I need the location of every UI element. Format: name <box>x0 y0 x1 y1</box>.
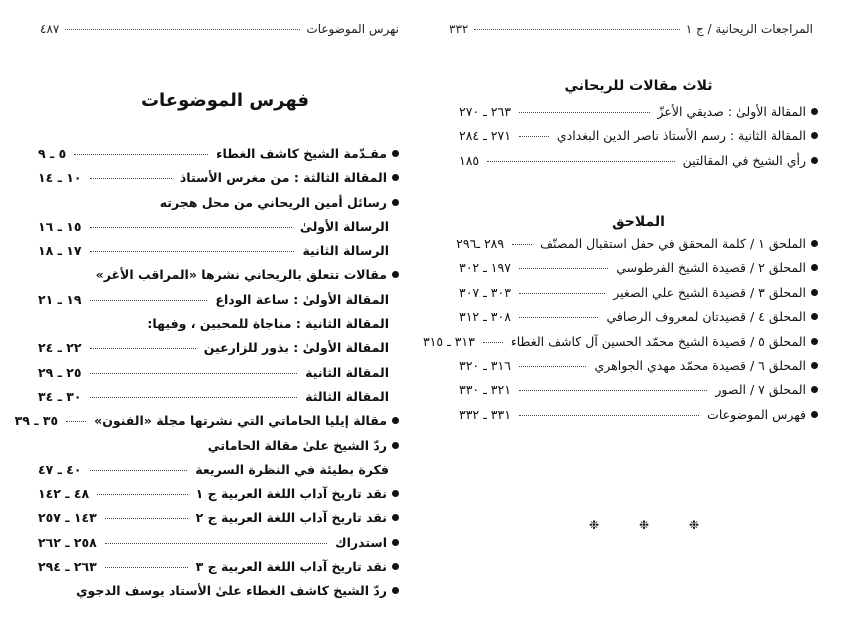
entry-label: المحلق ٧ / الصور <box>715 382 806 398</box>
page-title: فهرس الموضوعات <box>140 90 310 111</box>
toc-entry[interactable] <box>38 510 399 534</box>
entry-page-range: ٣٠٣ ـ ٣٠٧ <box>459 284 511 300</box>
asterism-icon: ❉ <box>638 518 650 532</box>
bullet-icon <box>392 490 399 497</box>
entry-label: رأي الشيخ في المقالتين <box>682 152 806 168</box>
toc-entry[interactable] <box>38 219 399 243</box>
entry-page-range: ١٩ ـ ٢١ <box>38 291 82 307</box>
bullet-icon <box>392 514 399 521</box>
section-entries <box>422 236 818 431</box>
toc-entry[interactable] <box>38 146 399 170</box>
leader-dots <box>483 342 503 343</box>
entry-page-range: ٢٥٨ ـ ٢٦٢ <box>38 534 97 550</box>
bullet-icon <box>811 240 818 247</box>
entry-label: المحلق ٥ / قصيدة الشيخ محمّد الحسين آل كاشف الغطاء <box>510 333 806 349</box>
bullet-icon <box>392 442 399 449</box>
toc-entry[interactable] <box>459 153 818 177</box>
leader-dots <box>105 567 188 568</box>
entry-page-range: ٣١٣ ـ ٣١٥ <box>422 333 475 349</box>
entry-page-range: ٤٠ ـ ٤٧ <box>38 461 82 477</box>
toc-entry[interactable] <box>38 559 399 583</box>
entry-label: المقالة الأولىٰ : ساعة الوداع <box>215 291 389 307</box>
bullet-icon <box>811 289 818 296</box>
bullet-icon <box>811 338 818 345</box>
bullet-icon <box>392 417 399 424</box>
entry-label: فهرس الموضوعات <box>707 406 806 422</box>
leader-dots <box>90 348 196 349</box>
leader-dots <box>105 543 327 544</box>
toc-entry[interactable] <box>456 236 818 260</box>
leader-dots <box>519 390 707 391</box>
leader-dots <box>90 251 295 252</box>
page-number: ٣٣٢ <box>449 22 469 36</box>
leader-dots <box>519 293 605 294</box>
entry-page-range: ٣٢١ ـ ٣٣٠ <box>459 382 511 398</box>
entry-page-range: ٤٨ ـ ١٤٢ <box>38 486 90 502</box>
leader-dots <box>519 415 699 416</box>
entry-label: المحلق ٢ / قصيدة الشيخ الفرطوسي <box>616 260 806 276</box>
toc-entry[interactable] <box>459 358 818 382</box>
leader-dots <box>66 421 86 422</box>
entry-page-range: ١٩٧ ـ ٣٠٢ <box>459 260 511 276</box>
leader-dots <box>519 268 608 269</box>
toc-entry[interactable] <box>459 382 818 406</box>
leader-dots <box>487 161 674 162</box>
entry-label: المقالة الأولىٰ : صديقي الأعزّ <box>657 104 806 119</box>
toc-entry[interactable] <box>38 292 399 316</box>
entry-page-range: ٢٥ ـ ٢٩ <box>38 364 82 380</box>
entry-label: المحلق ٦ / قصيدة محمّد مهدي الجواهري <box>594 357 806 373</box>
entry-page-range: ٢٦٣ ـ ٢٩٤ <box>38 559 97 575</box>
entry-label: المقالة الثالثة : من مغرس الأستاذ <box>179 170 387 186</box>
entry-label: نقد تاريخ آداب اللغة العربية ج ٣ <box>195 559 387 575</box>
entry-page-range: ٢٨٩ ـ٢٩٦ <box>456 236 505 251</box>
leader-dots <box>65 29 300 30</box>
toc-entry[interactable] <box>38 486 399 510</box>
leader-dots <box>519 366 587 367</box>
leader-dots <box>90 178 172 179</box>
entry-page-range: ١٤٣ ـ ٢٥٧ <box>38 510 97 526</box>
running-head <box>449 22 813 36</box>
toc-entry[interactable] <box>459 104 818 128</box>
section-title: ثلاث مقالات للريحاني <box>564 78 713 94</box>
entry-page-range: ٢٦٣ ـ ٢٧٠ <box>459 104 511 119</box>
bullet-icon <box>392 174 399 181</box>
bullet-icon <box>392 199 399 206</box>
leader-dots <box>519 112 650 113</box>
entry-label: مقالات تتعلق بالريحاني نشرها «المراقب الأغر» <box>95 267 387 283</box>
section-entries <box>459 104 818 177</box>
toc-entry[interactable] <box>38 462 399 486</box>
leader-dots <box>105 518 188 519</box>
leader-dots <box>512 244 532 245</box>
leader-dots <box>74 154 208 155</box>
asterism-icon: ❉ <box>688 518 699 532</box>
entry-page-range: ١٥ ـ ١٦ <box>38 218 82 234</box>
bullet-icon <box>392 563 399 570</box>
entry-label: المحلق ٤ / قصيدتان لمعروف الرصافي <box>606 309 806 325</box>
toc-entry[interactable] <box>422 333 818 358</box>
entry-label: ردّ الشيخ كاشف الغطاء علىٰ الأستاد يوسف الدجوي <box>76 583 387 599</box>
bullet-icon <box>811 313 818 320</box>
toc-entry[interactable] <box>38 195 399 219</box>
bullet-icon <box>392 539 399 546</box>
entry-label: فكرة بطيئة في النظرة السريعة <box>195 461 389 477</box>
bullet-icon <box>811 386 818 393</box>
table-of-contents <box>14 146 399 608</box>
bullet-icon <box>811 132 818 139</box>
entry-label: الملحق ١ / كلمة المحقق في حفل استقبال المصنّف <box>540 236 806 251</box>
toc-entry[interactable] <box>459 407 818 431</box>
bullet-icon <box>392 271 399 278</box>
entry-page-range: ٣٠٨ ـ ٣١٢ <box>459 309 511 325</box>
entry-label: المقالة الثانية : مناجاة للمحبين ، وفيها: <box>147 316 389 332</box>
toc-entry[interactable] <box>38 243 399 267</box>
end-ornament <box>589 518 699 532</box>
entry-label: الرسالة الثانية <box>302 243 389 259</box>
toc-entry[interactable] <box>38 267 399 291</box>
entry-page-range: ١٧ ـ ١٨ <box>38 243 82 259</box>
entry-page-range: ١٠ ـ ١٤ <box>38 170 82 186</box>
bullet-icon <box>392 587 399 594</box>
entry-label: نقد تاريخ آداب اللغة العربية ج ١ <box>195 486 387 502</box>
entry-page-range: ٣١٦ ـ ٣٢٠ <box>459 357 511 373</box>
asterism-icon: ❉ <box>589 518 600 532</box>
leader-dots <box>90 373 298 374</box>
entry-label: نقد تاريخ آداب اللغة العربية ج ٢ <box>195 510 387 526</box>
toc-entry[interactable] <box>38 365 399 389</box>
toc-entry[interactable] <box>459 285 818 309</box>
bullet-icon <box>811 157 818 164</box>
toc-entry[interactable] <box>459 309 818 333</box>
entry-label: المقالة الثالثة <box>305 388 389 404</box>
entry-page-range: ٣٠ ـ ٣٤ <box>38 388 82 404</box>
section-title: الملاحق <box>612 214 665 230</box>
toc-entry[interactable] <box>459 128 818 152</box>
leader-dots <box>90 227 292 228</box>
entry-label: المقالة الأولىٰ : بذور للزارعين <box>203 340 389 356</box>
toc-entry[interactable] <box>38 170 399 194</box>
entry-page-range: ٢٧١ ـ ٢٨٤ <box>459 128 511 144</box>
entry-page-range: ٣٣١ ـ ٣٣٢ <box>459 406 511 422</box>
running-head-title: نهرس الموضوعات <box>306 22 399 36</box>
toc-entry[interactable] <box>38 535 399 559</box>
entry-label: مقالة إيليا الحاماتي التي نشرتها مجلة «الفنون» <box>94 413 387 429</box>
entry-label: مقـدّمة الشيخ كاشف الغطاء <box>216 146 387 161</box>
leader-dots <box>90 470 188 471</box>
section-appendices <box>422 214 818 431</box>
entry-page-range: ١٨٥ <box>459 152 480 168</box>
leader-dots <box>90 397 298 398</box>
bullet-icon <box>811 362 818 369</box>
bullet-icon <box>392 150 399 157</box>
entry-page-range: ٣٥ ـ ٣٩ <box>14 413 59 429</box>
toc-entry[interactable] <box>14 413 399 437</box>
page-number: ٤٨٧ <box>40 22 60 36</box>
leader-dots <box>90 300 208 301</box>
entry-page-range: ٥ ـ ٩ <box>38 146 67 161</box>
leader-dots <box>519 136 549 137</box>
toc-entry[interactable] <box>38 316 399 340</box>
running-head <box>40 22 399 36</box>
entry-label: المقالة الثانية : رسم الأستاذ ناصر الدين البغدادي <box>556 128 806 144</box>
entry-label: رسائل أمين الريحاني من محل هجرته <box>159 194 387 210</box>
toc-entry[interactable] <box>38 389 399 413</box>
bullet-icon <box>811 411 818 418</box>
entry-label: الرسالة الأولىٰ <box>299 218 389 234</box>
toc-entry[interactable] <box>459 260 818 284</box>
entry-label: ردّ الشيخ علىٰ مقالة الحاماتي <box>207 437 387 453</box>
toc-entry[interactable] <box>38 438 399 462</box>
toc-entry[interactable] <box>38 583 399 607</box>
running-head-title: المراجعات الريحانية / ج ١ <box>685 22 813 36</box>
leader-dots <box>97 494 187 495</box>
leader-dots <box>474 29 679 30</box>
toc-entry[interactable] <box>38 340 399 364</box>
bullet-icon <box>811 108 818 115</box>
entry-label: المقالة الثانية <box>305 364 389 380</box>
section-three-articles <box>459 78 818 177</box>
bullet-icon <box>811 264 818 271</box>
right-page <box>422 0 858 639</box>
entry-label: استدراك <box>335 534 387 550</box>
entry-page-range: ٢٢ ـ ٢٤ <box>38 340 82 356</box>
entry-label: المحلق ٣ / قصيدة الشيخ علي الصغير <box>613 284 806 300</box>
leader-dots <box>519 317 599 318</box>
